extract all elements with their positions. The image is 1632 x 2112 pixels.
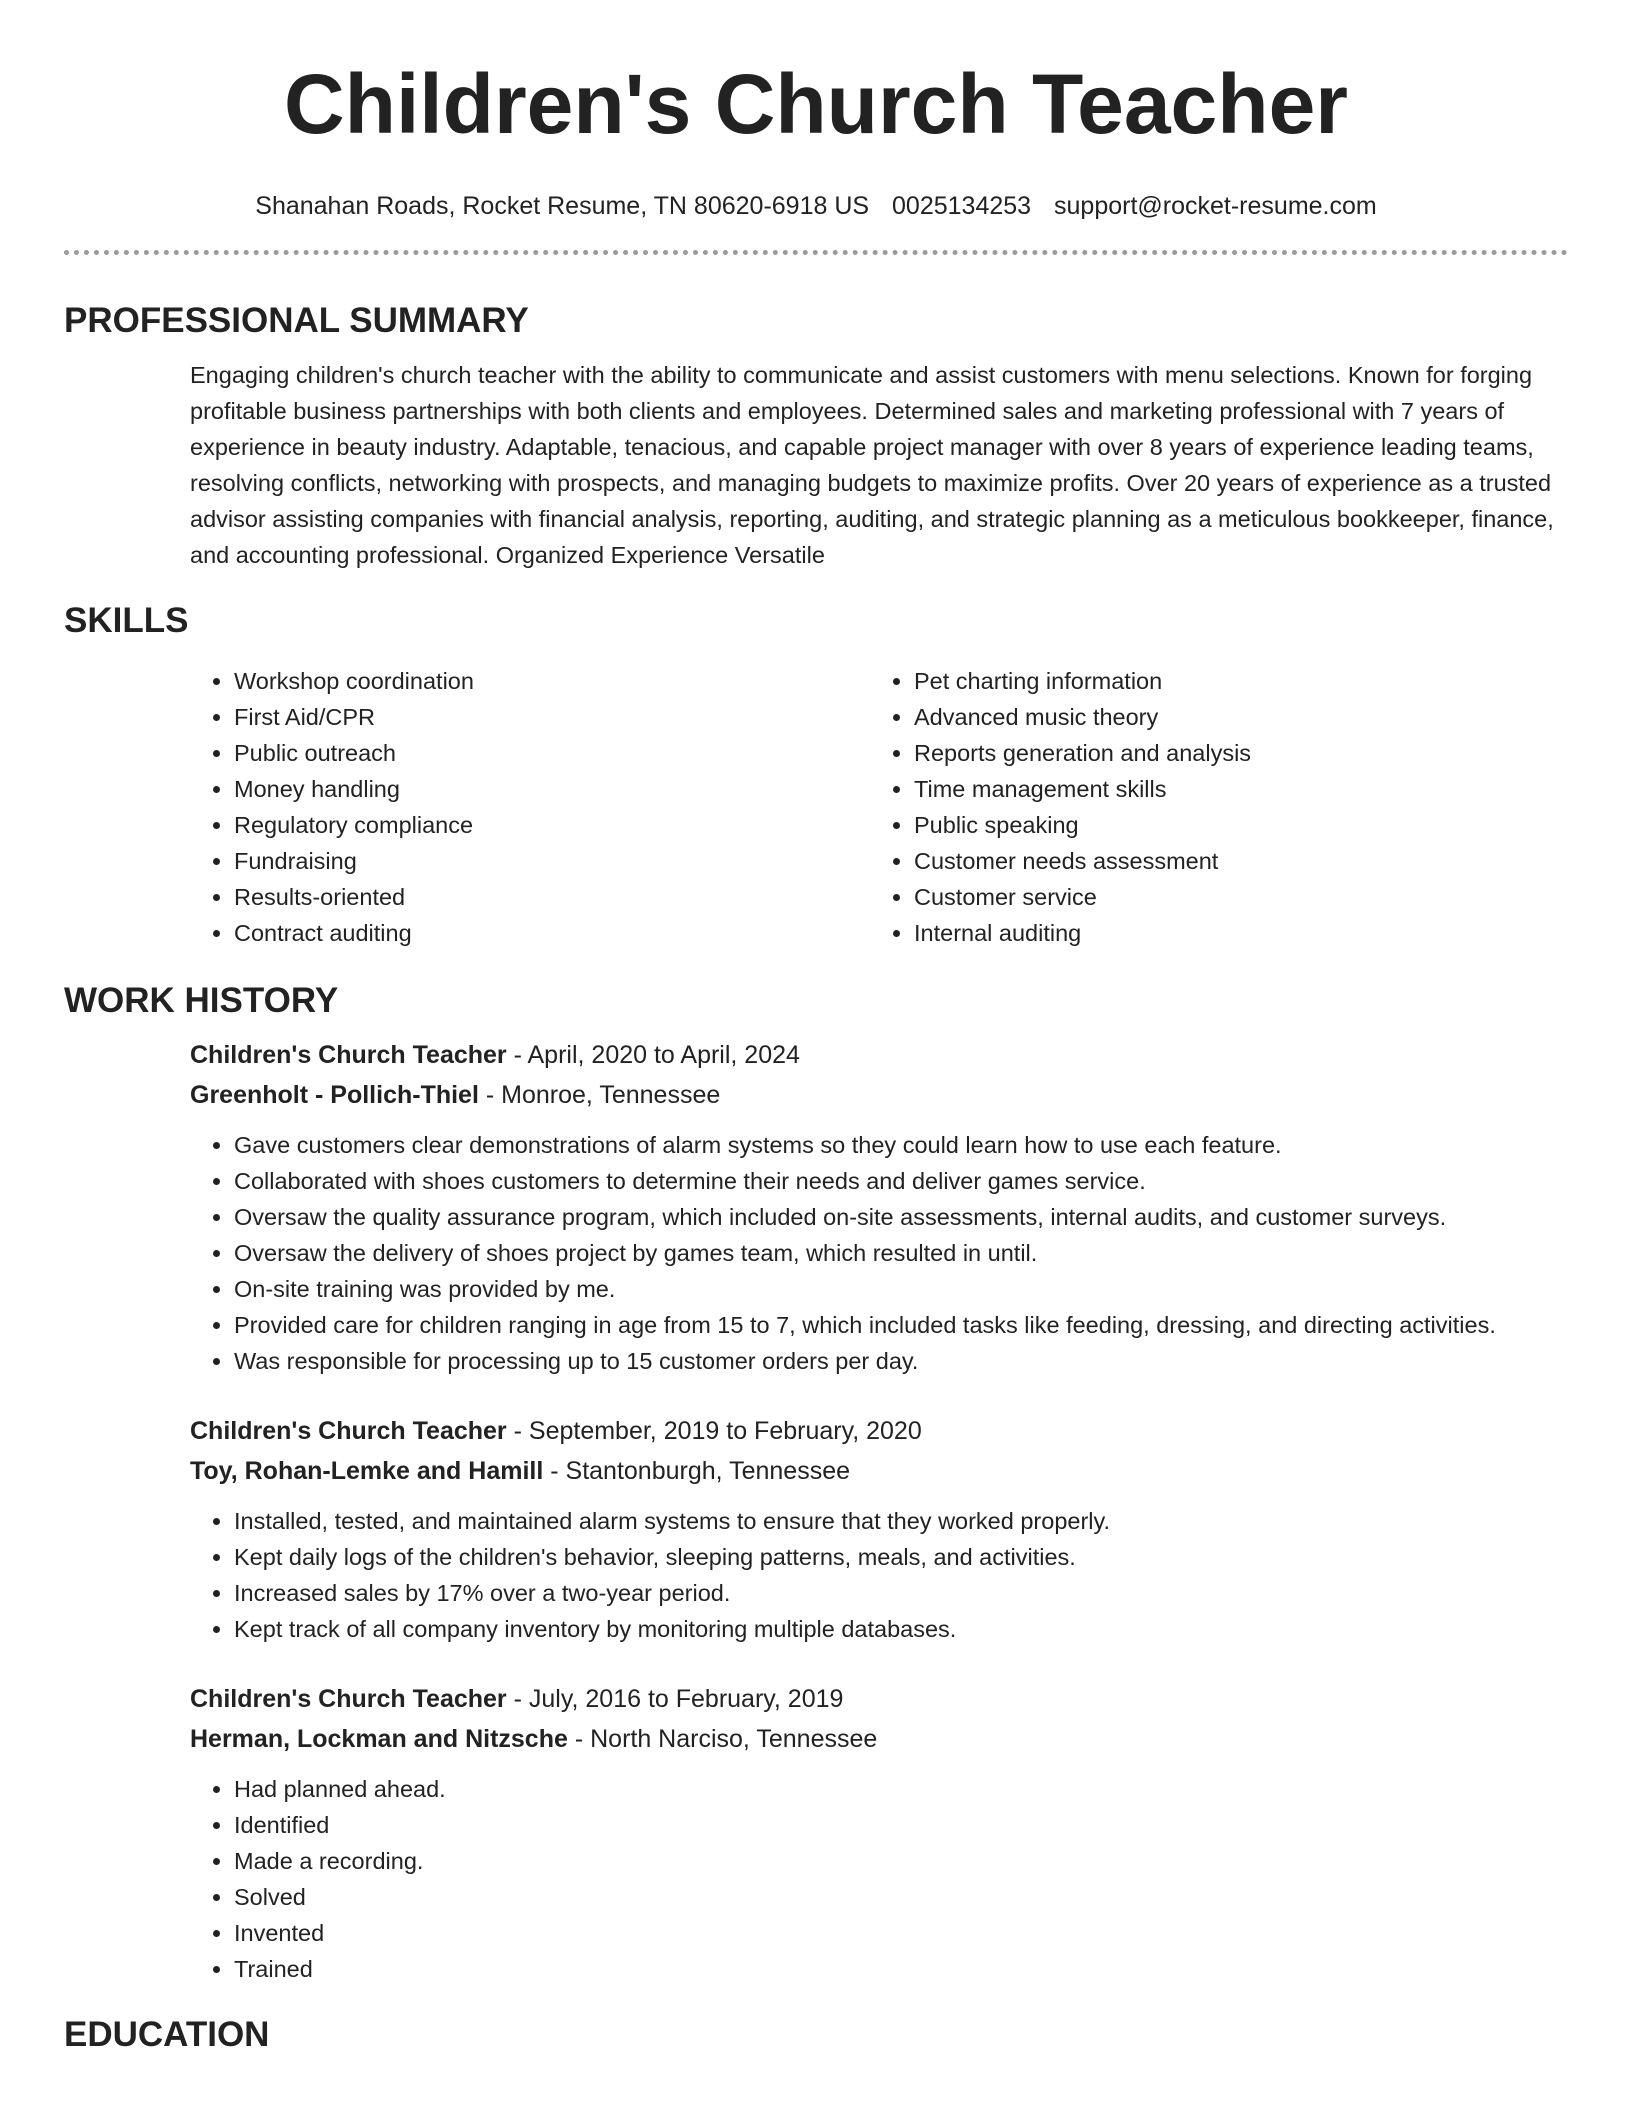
job-entry	[190, 1035, 1568, 1379]
job-title-line	[190, 1411, 1568, 1451]
job-company: Herman, Lockman and Nitzsche	[190, 1725, 568, 1753]
job-location: - Monroe, Tennessee	[478, 1081, 721, 1109]
job-bullet: • Kept daily logs of the children's behavior, sleeping patterns, meals, and activities.	[234, 1539, 1568, 1575]
job-location: - Stantonburgh, Tennessee	[543, 1457, 850, 1485]
job-company: Toy, Rohan-Lemke and Hamill	[190, 1457, 544, 1485]
skill-item: • Public outreach	[234, 735, 870, 771]
job-company-line	[190, 1719, 1568, 1759]
job-entry	[190, 1411, 1568, 1647]
job-bullet: • Oversaw the quality assurance program, which included on-site assessments, internal audits, and customer surveys.	[234, 1199, 1568, 1235]
header-divider	[64, 250, 1568, 255]
job-bullet: • Gave customers clear demonstrations of alarm systems so they could learn how to use each feature.	[234, 1127, 1568, 1163]
education-heading: EDUCATION	[64, 2015, 270, 2054]
skill-item: • Money handling	[234, 771, 870, 807]
work-history-heading: WORK HISTORY	[64, 981, 339, 1020]
job-role: Children's Church Teacher	[190, 1417, 507, 1445]
job-dates: - April, 2020 to April, 2024	[506, 1041, 800, 1069]
job-bullet: • On-site training was provided by me.	[234, 1271, 1568, 1307]
contact-email: support@rocket-resume.com	[1054, 192, 1377, 220]
job-dates: - September, 2019 to February, 2020	[506, 1417, 922, 1445]
work-history-section	[64, 1035, 1568, 1987]
job-bullet: • Made a recording.	[234, 1843, 1568, 1879]
job-bullet: • Trained	[234, 1951, 1568, 1987]
job-dates: - July, 2016 to February, 2019	[506, 1685, 844, 1713]
skill-item: • Advanced music theory	[914, 699, 1550, 735]
job-bullets	[190, 1771, 1568, 1987]
skill-item: • First Aid/CPR	[234, 699, 870, 735]
job-bullet: • Increased sales by 17% over a two-year period.	[234, 1575, 1568, 1611]
job-entry	[190, 1679, 1568, 1987]
skills-section	[64, 663, 1568, 951]
skill-item: • Regulatory compliance	[234, 807, 870, 843]
job-bullet: • Provided care for children ranging in age from 15 to 7, which included tasks like feeding, dressing, and directing activities.	[234, 1307, 1568, 1343]
skill-item: • Internal auditing	[914, 915, 1550, 951]
summary-section	[64, 357, 1568, 573]
skill-item: • Workshop coordination	[234, 663, 870, 699]
resume-name: Children's Church Teacher	[284, 57, 1348, 151]
skill-item: • Customer service	[914, 879, 1550, 915]
job-bullets	[190, 1127, 1568, 1379]
skill-item: • Results-oriented	[234, 879, 870, 915]
skills-list-right	[870, 663, 1550, 951]
skill-item: • Reports generation and analysis	[914, 735, 1550, 771]
contact-address: Shanahan Roads, Rocket Resume, TN 80620-6918 US	[255, 192, 870, 220]
job-company-line	[190, 1075, 1568, 1115]
job-bullet: • Identified	[234, 1807, 1568, 1843]
job-role: Children's Church Teacher	[190, 1685, 507, 1713]
job-location: - North Narciso, Tennessee	[567, 1725, 878, 1753]
skill-item: • Customer needs assessment	[914, 843, 1550, 879]
skill-item: • Pet charting information	[914, 663, 1550, 699]
job-bullet: • Was responsible for processing up to 15 customer orders per day.	[234, 1343, 1568, 1379]
skills-columns	[190, 663, 1568, 951]
job-title-line	[190, 1035, 1568, 1075]
job-bullet: • Invented	[234, 1915, 1568, 1951]
job-title-line	[190, 1679, 1568, 1719]
contact-phone: 0025134253	[892, 192, 1032, 220]
skill-item: • Contract auditing	[234, 915, 870, 951]
job-role: Children's Church Teacher	[190, 1041, 507, 1069]
job-bullet: • Kept track of all company inventory by monitoring multiple databases.	[234, 1611, 1568, 1647]
skills-heading: SKILLS	[64, 601, 189, 640]
contact-line	[64, 190, 1568, 222]
job-bullets	[190, 1503, 1568, 1647]
skill-item: • Fundraising	[234, 843, 870, 879]
job-bullet: • Oversaw the delivery of shoes project by games team, which resulted in until.	[234, 1235, 1568, 1271]
job-bullet: • Collaborated with shoes customers to determine their needs and deliver games service.	[234, 1163, 1568, 1199]
job-bullet: • Had planned ahead.	[234, 1771, 1568, 1807]
job-bullet: • Solved	[234, 1879, 1568, 1915]
skill-item: • Public speaking	[914, 807, 1550, 843]
job-company: Greenholt - Pollich-Thiel	[190, 1081, 479, 1109]
skill-item: • Time management skills	[914, 771, 1550, 807]
skills-list-left	[190, 663, 870, 951]
job-company-line	[190, 1451, 1568, 1491]
summary-text: Engaging children's church teacher with the ability to communicate and assist customers with menu selections. Known for forging profitable business partnerships with both clients and employees. Determined sales and marketing professional with 7 years of experience in beauty industry. Adaptable, tenacious, and capable project manager with over 8 years of experience leading teams, resolving conflicts, networking with prospects, and managing budgets to maximize profits. Over 20 years of experience as a trusted advisor assisting companies with financial analysis, reporting, auditing, and strategic planning as a meticulous bookkeeper, finance, and accounting professional. Organized Experience Versatile	[190, 362, 1554, 568]
job-bullet: • Installed, tested, and maintained alarm systems to ensure that they worked properly.	[234, 1503, 1568, 1539]
summary-heading: PROFESSIONAL SUMMARY	[64, 301, 529, 340]
